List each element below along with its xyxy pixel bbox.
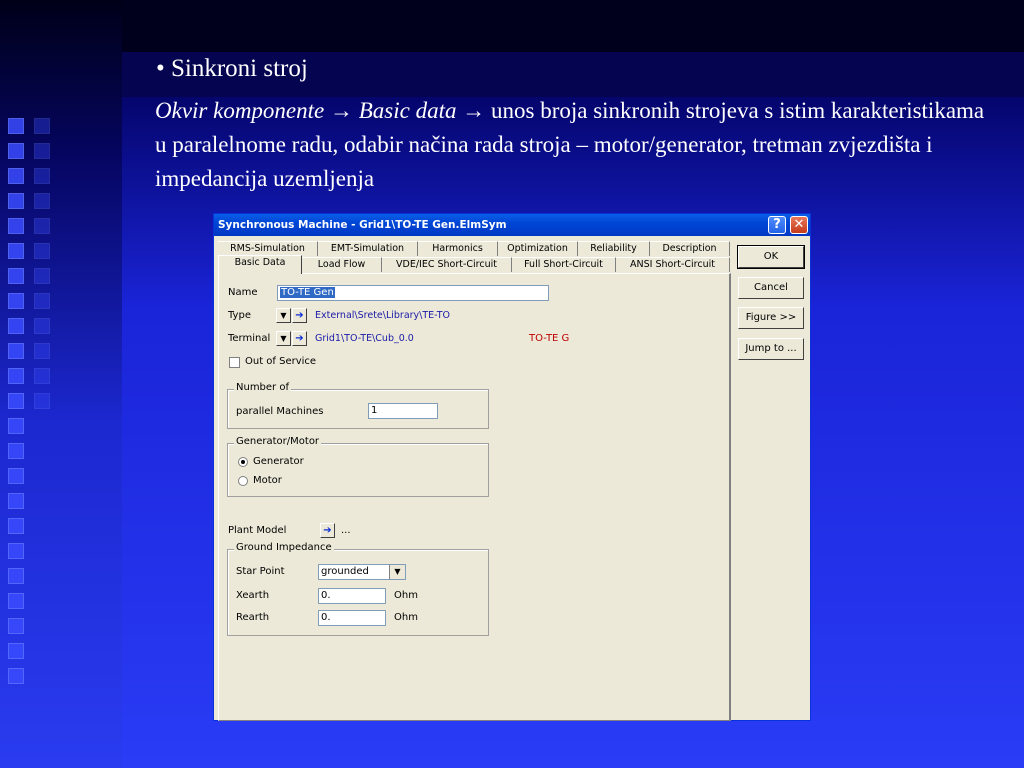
generator-label: Generator (253, 456, 304, 467)
xearth-unit: Ohm (394, 590, 418, 601)
para-arrow-2: → (456, 98, 491, 123)
xearth-input[interactable]: 0. (318, 588, 386, 604)
para-italic-2: Basic data (358, 98, 457, 123)
plant-model-value[interactable]: ... (341, 525, 351, 536)
name-input[interactable] (277, 285, 549, 301)
jump-to-button[interactable]: Jump to ... (738, 338, 804, 360)
ground-impedance-group (227, 542, 489, 636)
terminal-select-icon[interactable]: ▼ (276, 331, 291, 346)
terminal-jump-icon[interactable]: ➔ (292, 331, 307, 346)
decor-squares-faint (34, 118, 54, 418)
parallel-machines-label: parallel Machines (236, 406, 324, 417)
tab-basic-data[interactable]: Basic Data (218, 255, 302, 274)
rearth-unit: Ohm (394, 612, 418, 623)
dialog-title: Synchronous Machine - Grid1\TO-TE Gen.ElmSym (218, 219, 507, 231)
rearth-label: Rearth (236, 612, 270, 623)
para-rest: unos broja sinkronih strojeva s istim karakteristikama u paralelnome radu, odabir načina rada stroja – motor/generator, tretman zvjezdišta i impedancija uzemljenja (155, 98, 985, 191)
type-value[interactable]: External\Srete\Library\TE-TO (315, 310, 451, 321)
out-of-service-label: Out of Service (245, 356, 317, 367)
top-band (122, 0, 1024, 52)
left-decor (0, 0, 122, 768)
terminal-value[interactable]: Grid1\TO-TE\Cub_0.0 (315, 333, 414, 344)
tab-reliability[interactable]: Reliability (578, 241, 650, 256)
motor-label: Motor (253, 475, 282, 486)
plant-model-jump-icon[interactable]: ➔ (320, 523, 335, 538)
star-point-value: grounded (321, 566, 369, 577)
slide-bullet: • Sinkroni stroj (156, 55, 308, 82)
tab-emt-simulation[interactable]: EMT-Simulation (318, 241, 418, 256)
dialog-titlebar[interactable] (214, 214, 810, 236)
type-select-icon[interactable]: ▼ (276, 308, 291, 323)
name-value: TO-TE Gen (281, 287, 334, 298)
figure-button[interactable]: Figure >> (738, 307, 804, 329)
tab-description[interactable]: Description (650, 241, 730, 256)
star-point-label: Star Point (236, 566, 285, 577)
help-icon[interactable]: ? (768, 216, 786, 234)
parallel-machines-input[interactable]: 1 (368, 403, 438, 419)
number-of-group (227, 382, 489, 429)
ground-impedance-title: Ground Impedance (236, 542, 332, 553)
tab-ansi-short-circuit[interactable]: ANSI Short-Circuit (616, 257, 730, 272)
slide-paragraph (155, 94, 1000, 196)
name-label: Name (228, 287, 258, 298)
generator-motor-title: Generator/Motor (236, 436, 320, 447)
out-of-service-checkbox[interactable] (229, 357, 240, 368)
cancel-button[interactable]: Cancel (738, 277, 804, 299)
type-jump-icon[interactable]: ➔ (292, 308, 307, 323)
star-point-select[interactable] (318, 564, 406, 580)
close-icon[interactable]: ✕ (790, 216, 808, 234)
tab-optimization[interactable]: Optimization (498, 241, 578, 256)
ok-button[interactable]: OK (738, 246, 804, 268)
rearth-input[interactable]: 0. (318, 610, 386, 626)
generator-radio[interactable] (238, 457, 248, 467)
generator-motor-group (227, 436, 489, 497)
decor-squares (8, 118, 28, 693)
terminal-tag: TO-TE G (529, 333, 570, 344)
basic-data-panel (218, 273, 731, 721)
para-arrow-1: → (324, 98, 359, 123)
para-italic-1: Okvir komponente (155, 98, 325, 123)
number-of-title: Number of (236, 382, 289, 393)
plant-model-label: Plant Model (228, 525, 287, 536)
xearth-label: Xearth (236, 590, 270, 601)
tab-vde-iec-short-circuit[interactable]: VDE/IEC Short-Circuit (382, 257, 512, 272)
type-label: Type (228, 310, 251, 321)
motor-radio[interactable] (238, 476, 248, 486)
terminal-label: Terminal (228, 333, 271, 344)
tab-harmonics[interactable]: Harmonics (418, 241, 498, 256)
chevron-down-icon[interactable]: ▼ (389, 565, 405, 579)
tab-full-short-circuit[interactable]: Full Short-Circuit (512, 257, 616, 272)
tab-rms-simulation[interactable]: RMS-Simulation (218, 241, 318, 256)
synchronous-machine-dialog (213, 213, 811, 721)
tab-load-flow[interactable]: Load Flow (302, 257, 382, 272)
